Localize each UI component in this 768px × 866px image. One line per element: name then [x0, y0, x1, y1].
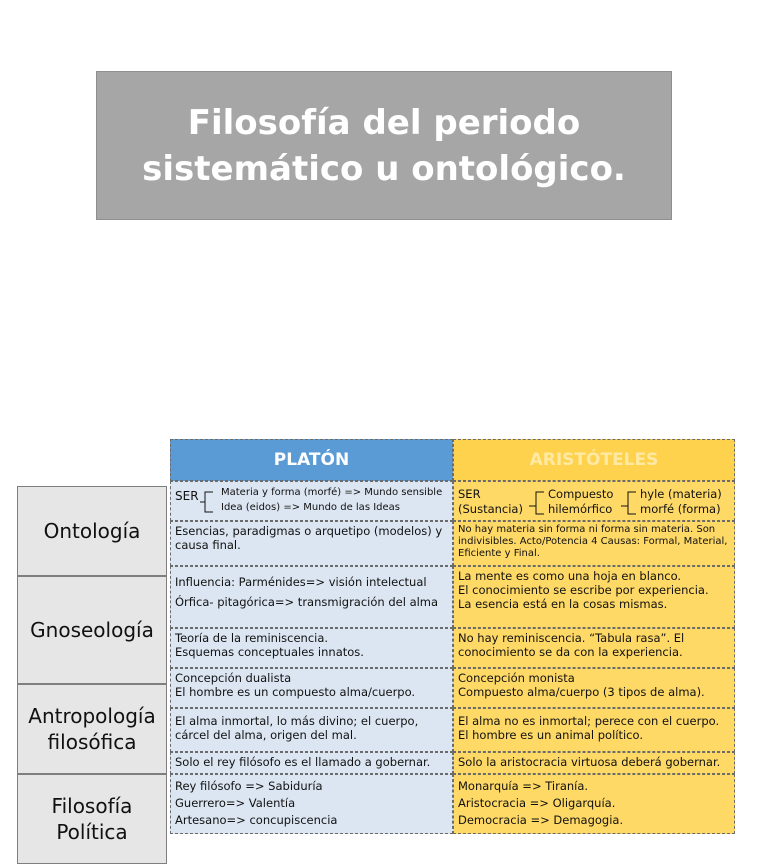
- cell-text: Esquemas conceptuales innatos.: [175, 645, 364, 659]
- cell-text: Aristocracia => Oligarquía.: [458, 796, 616, 810]
- cell-text: El conocimiento se escribe por experiencia.: [458, 583, 709, 597]
- cell-plato-antropologia-alma: [170, 708, 453, 752]
- morfe-label: morfé (forma): [640, 502, 721, 516]
- cell-text: Solo el rey filósofo es el llamado a gobernar.: [175, 755, 431, 769]
- plato-ser-b: Idea (eidos) => Mundo de las Ideas: [221, 502, 400, 513]
- header-aristoteles: ARISTÓTELES: [453, 439, 735, 481]
- cell-text: Solo la aristocracia virtuosa deberá gobernar.: [458, 755, 721, 769]
- category-gnoseologia: [17, 576, 167, 684]
- title-line-1: Filosofía del periodo: [187, 102, 581, 143]
- cell-text: Esencias, paradigmas o arquetipo (modelos) y causa final.: [175, 524, 443, 552]
- hilemorfico-label: hilemórfico: [548, 502, 613, 516]
- cell-text: La mente es como una hoja en blanco.: [458, 569, 682, 583]
- cell-text: Compuesto alma/cuerpo (3 tipos de alma).: [458, 685, 705, 699]
- cell-text: No hay reminiscencia. “Tabula rasa”. El: [458, 631, 685, 645]
- title-box: [96, 71, 672, 220]
- brace-icon: [528, 490, 546, 518]
- category-label: Filosofía: [51, 794, 133, 818]
- cell-plato-politica-clases: [170, 774, 453, 834]
- cell-text: Órfica- pitagórica=> transmigración del alma: [175, 595, 439, 609]
- category-antropologia: [17, 684, 167, 774]
- category-label: Antropología: [28, 704, 156, 728]
- hyle-label: hyle (materia): [640, 487, 722, 501]
- ser-label: SER: [175, 489, 199, 503]
- cell-plato-ontologia-esencias: [170, 521, 453, 566]
- cell-plato-gnoseologia-influencia: [170, 566, 453, 628]
- cell-text: Guerrero=> Valentía: [175, 796, 296, 810]
- title-line-2: sistemático u ontológico.: [142, 148, 626, 189]
- sustancia-label: (Sustancia): [458, 502, 523, 516]
- cell-aristoteles-politica-formas: [453, 774, 735, 834]
- cell-text: conocimiento se da con la experiencia.: [458, 645, 683, 659]
- cell-text: Teoría de la reminiscencia.: [175, 631, 329, 645]
- cell-text: cárcel del alma, origen del mal.: [175, 728, 357, 742]
- cell-text: Artesano=> concupiscencia: [175, 813, 338, 827]
- header-plato: PLATÓN: [170, 439, 453, 481]
- cell-text: Concepción dualista: [175, 671, 292, 685]
- plato-ser-a: Materia y forma (morfé) => Mundo sensible: [221, 487, 443, 498]
- cell-plato-antropologia-dualista: [170, 668, 453, 708]
- cell-text: La esencia está en la cosas mismas.: [458, 597, 668, 611]
- cell-aristoteles-antropologia-monista: [453, 668, 735, 708]
- cell-text: Rey filósofo => Sabiduría: [175, 779, 323, 793]
- cell-plato-gnoseologia-reminiscencia: [170, 628, 453, 668]
- category-label: filosófica: [47, 730, 137, 754]
- cell-text: El hombre es un animal político.: [458, 728, 643, 742]
- cell-aristoteles-antropologia-alma: [453, 708, 735, 752]
- cell-aristoteles-gnoseologia-tabula: [453, 628, 735, 668]
- cell-text: Monarquía => Tiranía.: [458, 779, 589, 793]
- cell-aristoteles-politica-aristocracia: [453, 752, 735, 774]
- cell-aristoteles-ontologia-ser: [453, 481, 735, 521]
- cell-aristoteles-ontologia-materia: [453, 521, 735, 566]
- ser-label: SER: [458, 487, 481, 501]
- cell-aristoteles-gnoseologia-mente: [453, 566, 735, 628]
- category-politica: [17, 774, 167, 864]
- brace-icon: [620, 490, 638, 518]
- cell-text: El alma inmortal, lo más divino; el cuerpo,: [175, 714, 419, 728]
- cell-text: Democracia => Demagogia.: [458, 813, 624, 827]
- cell-text: No hay materia sin forma ni forma sin materia. Son indivisibles. Acto/Potencia 4 Causas: Formal, Material, Eficiente y Final.: [458, 524, 728, 559]
- cell-text: El hombre es un compuesto alma/cuerpo.: [175, 685, 416, 699]
- cell-text: Influencia: Parménides=> visión intelectual: [175, 575, 427, 589]
- cell-plato-politica-rey: [170, 752, 453, 774]
- cell-plato-ontologia-ser: [170, 481, 453, 521]
- category-label: Política: [56, 820, 128, 844]
- compuesto-label: Compuesto: [548, 487, 614, 501]
- category-label: Gnoseología: [30, 618, 154, 642]
- brace-icon: [199, 488, 219, 516]
- cell-text: Concepción monista: [458, 671, 575, 685]
- category-label: Ontología: [43, 519, 141, 543]
- cell-text: El alma no es inmortal; perece con el cuerpo.: [458, 714, 720, 728]
- category-ontologia: [17, 486, 167, 576]
- page-title: [142, 100, 626, 192]
